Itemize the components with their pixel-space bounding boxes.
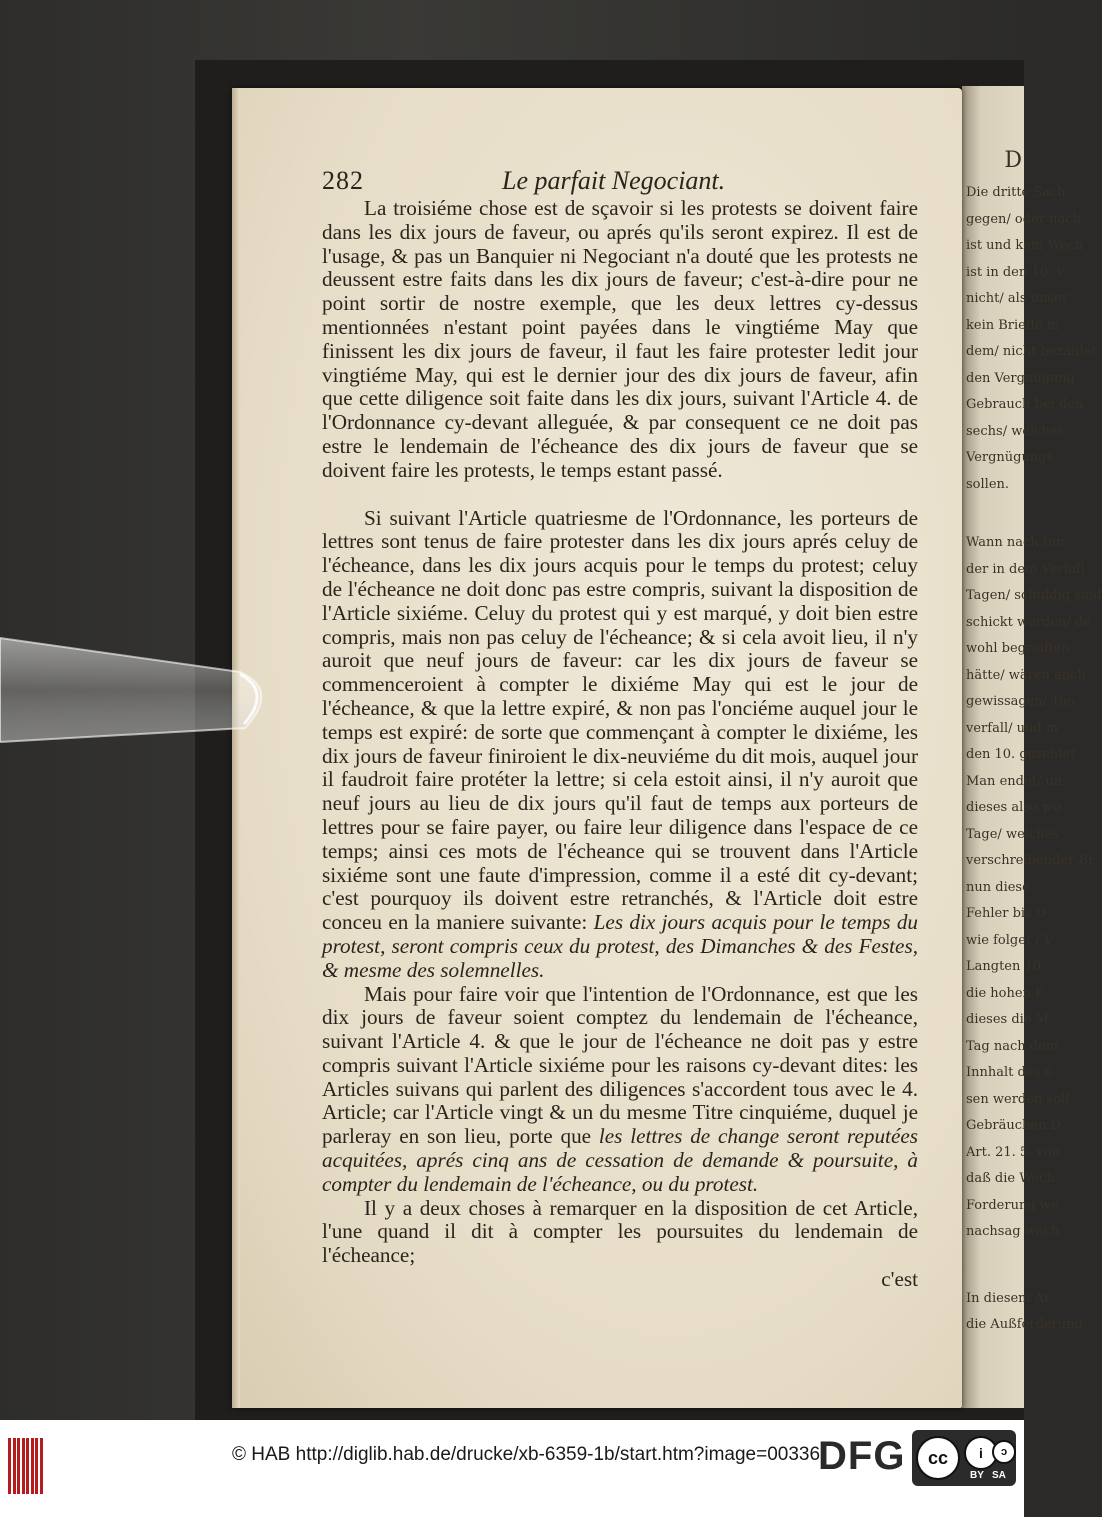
facing-page-line: ist in den 10. V bbox=[966, 264, 1066, 280]
facing-page-line: Die dritte Sach bbox=[966, 185, 1066, 200]
facing-page-line: nicht/ als unser bbox=[966, 291, 1068, 306]
facing-page-line: sechs/ welches bbox=[966, 423, 1065, 439]
glass-page-clip bbox=[0, 630, 280, 750]
facing-page-line: Fehler bis D bbox=[966, 906, 1047, 921]
facing-page-line: sollen. bbox=[966, 476, 1010, 492]
by-attribution-icon: i bbox=[964, 1436, 998, 1470]
page-body bbox=[322, 197, 918, 1292]
quoted-article-21: les lettres de change seront reputées acquitées, aprés cinq ans de cessation de demande & poursuite, à compter du lendemain de l'écheance, ou du protest. bbox=[322, 1124, 918, 1196]
facing-page-line: verfall/ und m bbox=[966, 720, 1059, 736]
paragraph-2: Si suivant l'Article quatriesme de l'Ordonnance, les porteurs de lettres sont tenus de faire protester dans les dix jours aprés celuy de l'écheance, dans les dix jours acquis pour le temps du protest; celuy de l'écheance ne doit donc pas estre compris, suivant la disposition de l'Article sixiéme. Celuy du protest qui y est marqué, y doit bien estre compris, mais non pas celuy de l'écheance; & si cela avoit lieu, il n'y auroit que neuf jours de faveur: car les dix jours de faveur se commenceroient à compter le dixiéme May qui est le jour de l'écheance, & que la lettre expiré, & non pas l'onciéme auquel jour le temps est expiré: de sorte que commençant à compter le dixiéme, les dix jours de faveur finiroient le dix-neuviéme du dit mois, auquel jour il faudroit faire protéter la lettre; si cela estoit ainsi, il n'y auroit que neuf jours au lieu de dix jours qu'il faut de temps aux porteurs de lettres pour se faire payer, ou faire leur diligence dans l'espace de ce temps; ainsi ces mots de l'écheance qui se trouvent dans l'Article sixiéme sont une faute d'impression, comme il a esté dit cy-devant; c'est pourquoy ils doivent estre retranchés, & l'Article doit estre conceu en la maniere suivante: Les dix jours acquis pour le temps du protest, seront compris ceux du protest, des Dimanches & des Festes, & mesme des solemnelles. bbox=[322, 505, 919, 982]
facing-page-line: Man endet/ un bbox=[966, 773, 1063, 789]
barcode-bar bbox=[31, 1438, 34, 1494]
facing-page-line: Gebräuchen D bbox=[966, 1118, 1062, 1133]
page-number: 282 bbox=[322, 166, 364, 195]
paragraph-4: Il y a deux choses à remarquer en la disposition de cet Article, l'une quand il dit à compter les poursuites du lendemain de l'écheance; bbox=[322, 1195, 918, 1268]
facing-page-line: Tage/ welches bbox=[966, 826, 1059, 842]
source-credit-link[interactable]: © HAB http://diglib.hab.de/drucke/xb-6359-1b/start.htm?image=00336 bbox=[232, 1444, 821, 1465]
catchword: c'est bbox=[881, 1267, 918, 1292]
facing-page bbox=[962, 86, 1102, 1408]
facing-page-line: verschreibender Br bbox=[966, 853, 1095, 868]
barcode-bar bbox=[22, 1438, 25, 1494]
facing-page-line: daß die Wech bbox=[966, 1171, 1055, 1186]
facing-page-line: Tag nach dem bbox=[966, 1038, 1059, 1054]
facing-page-line: wie folget / V bbox=[966, 932, 1054, 948]
facing-page-line: die hohen F bbox=[966, 985, 1045, 1001]
facing-page-line: dieses also wo bbox=[966, 800, 1061, 815]
barcode-icon bbox=[8, 1438, 46, 1494]
barcode-bar bbox=[17, 1438, 20, 1494]
cc-icon: cc bbox=[916, 1436, 960, 1480]
facing-page-line: dieses die M bbox=[966, 1012, 1049, 1027]
barcode-bar bbox=[26, 1438, 29, 1494]
facing-page-line: Innhalt des 6 bbox=[966, 1065, 1053, 1080]
facing-page-line: nun diese bbox=[966, 879, 1030, 895]
barcode-bar bbox=[8, 1438, 11, 1494]
barcode-bar bbox=[35, 1438, 38, 1494]
facing-page-line: der in dem Verfall bbox=[966, 561, 1085, 577]
running-title: Le parfait Negociant. bbox=[502, 166, 726, 195]
facing-page-line: Wann nach Inn bbox=[966, 535, 1065, 550]
facing-page-line: nachsag wach bbox=[966, 1224, 1060, 1239]
facing-page-line: gegen/ oder nach bbox=[966, 211, 1081, 227]
facing-page-line: Forderung we bbox=[966, 1197, 1059, 1213]
facing-page-line: Langten 10. bbox=[966, 959, 1046, 974]
facing-page-line: gewissagen/ Too bbox=[966, 694, 1075, 709]
facing-page-line: ist und kein Wech bbox=[966, 238, 1084, 253]
sa-label: SA bbox=[992, 1470, 1006, 1481]
quoted-article: Les dix jours acquis pour le temps du protest, seront compris ceux du protest, des Dimanches & des Festes, & mesme des solemnelles. bbox=[322, 910, 919, 982]
facing-page-line: die Außforderung bbox=[966, 1317, 1083, 1332]
facing-page-line: den 10. gezehlet bbox=[966, 747, 1076, 762]
facing-page-line: schickt werden/ de bbox=[966, 614, 1091, 630]
facing-page-line: wohl begreiffen bbox=[966, 641, 1070, 656]
barcode-bar bbox=[13, 1438, 16, 1494]
barcode-bar bbox=[40, 1438, 43, 1494]
facing-page-line: Tagen/ schuldig sind bbox=[966, 588, 1102, 603]
facing-page-line: sen werden soll bbox=[966, 1091, 1070, 1107]
facing-page-line: Gebrauch bei den bbox=[966, 397, 1084, 412]
facing-page-line: Vergnügungs bbox=[966, 450, 1054, 465]
facing-page-header: D bbox=[1004, 148, 1022, 173]
paragraph-3: Mais pour faire voir que l'intention de l'Ordonnance, est que les dix jours de faveur soient comptez du lendemain de l'écheance, suivant l'Article 4. & que le jour de l'écheance ne doit pas y estre compris suivant l'Article sixiéme pour les raisons cy-devant dites: les Articles suivans qui parlent des diligences s'accordent tous avec le 4. Article; car l'Article vingt & un du mesme Titre cinquiéme, duquel je parleray en son lieu, porte que les lettres de change seront reputées acquitées, aprés cinq ans de cessation de demande & poursuite, à compter du lendemain de l'écheance, ou du protest. bbox=[322, 981, 918, 1196]
facing-page-line: hätte/ wären auch bbox=[966, 667, 1086, 683]
dfg-logo: DFG bbox=[818, 1434, 906, 1478]
facing-page-line: Art. 21. 5. von bbox=[966, 1144, 1060, 1160]
facing-page-line: dem/ nicht bezahlet bbox=[966, 344, 1097, 359]
facing-page-line: In diesem Ar bbox=[966, 1290, 1051, 1306]
cc-license-badge[interactable] bbox=[912, 1430, 1016, 1486]
paragraph-1: La troisiéme chose est de sçavoir si les protests se doivent faire dans les dix jours de faveur, ou aprés qu'ils seront expirez. Il est de l'usage, & pas un Banquier ni Negociant n'a douté que les protests ne deussent estre faits dans les dix jours de faveur; c'est-à-dire pour ne point sortir de nostre exemple, que les deux lettres cy-dessus mentionnées n'estant point payées dans le vingtiéme May que finissent les dix jours de faveur, il faut les faire protester ledit jour vingtiéme May, qui est le dernier jour des dix jours de faveur, afin que cette diligence soit faite dans les dix jours, suivant l'Article 4. de l'Ordonnance cy-devant alleguée, & par consequent ce ne doit pas estre le lendemain de l'écheance des dix jours de faveur que se doivent faire les protests, le temps estant passé. bbox=[322, 196, 918, 482]
page-header bbox=[322, 166, 922, 196]
by-label: BY bbox=[970, 1470, 984, 1481]
share-alike-icon: ↄ bbox=[992, 1440, 1016, 1464]
facing-page-line: kein Brieffe in bbox=[966, 317, 1060, 333]
facing-page-line: den Vergnügung bbox=[966, 370, 1076, 386]
